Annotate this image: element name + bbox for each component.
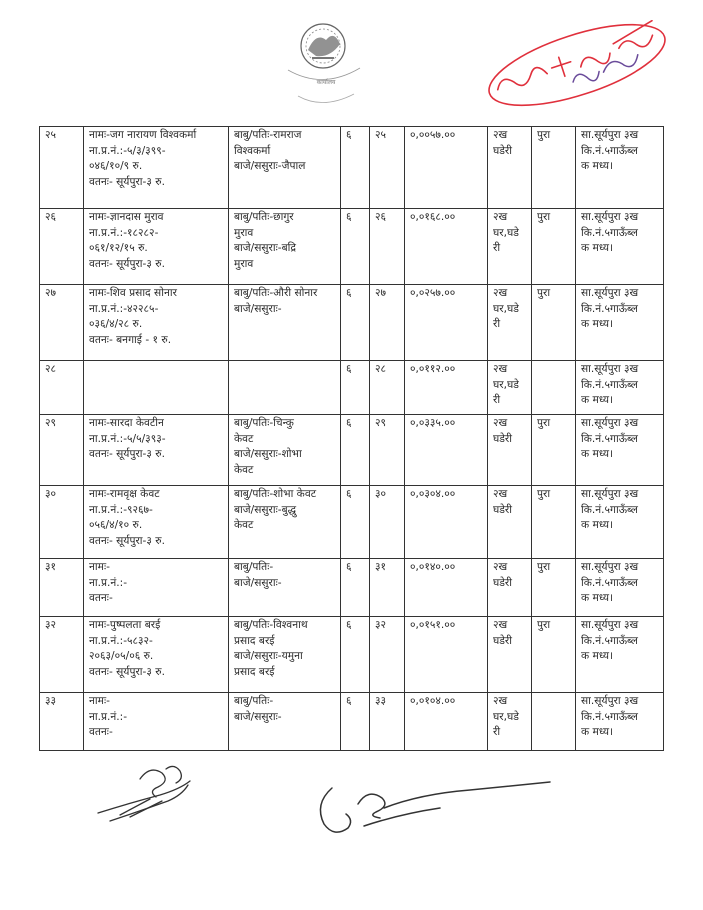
owner-details-line: वतनः- xyxy=(89,726,113,739)
relation-details-line: बाजे/ससुराः- xyxy=(234,710,282,723)
owner-details-line: वतनः- सूर्यपुरा-३ रु. xyxy=(89,665,165,678)
location-line: सा.सूर्यपुरा ३ख xyxy=(581,211,639,223)
sheet-number-cell: ६ xyxy=(341,559,370,617)
location-line: कि.नं.५गाऊँब्ल xyxy=(581,432,638,445)
relation-details-cell xyxy=(229,361,341,415)
owner-details-line: नामः-ज्ञानदास मुराव xyxy=(89,211,164,223)
land-type-line: घर,घडे xyxy=(493,302,519,315)
location-line: क मध्य। xyxy=(581,318,613,331)
location-line: सा.सूर्यपुरा ३ख xyxy=(581,417,639,429)
location-line: कि.नं.५गाऊँब्ल xyxy=(581,378,638,391)
owner-details-line: ना.प्र.नं.:-४२२८५- xyxy=(89,302,159,315)
relation-details-line: बाबु/पतिः-शोभा केवट xyxy=(234,488,317,500)
owner-details-line: नामः-पुष्पलता बरई xyxy=(89,619,161,631)
relation-details-line: मुराव xyxy=(234,226,254,239)
owner-details-cell xyxy=(84,617,229,693)
land-type-line: घडेरी xyxy=(493,432,513,445)
relation-details-line: बाबु/पतिः-रामराज xyxy=(234,129,302,141)
table-row xyxy=(40,559,664,617)
land-type-cell xyxy=(488,486,532,559)
plot-number-cell: २५ xyxy=(370,127,405,209)
land-type-line: २ख xyxy=(493,129,508,141)
owner-details-line: ना.प्र.नं.:-५/३/३९९- xyxy=(89,144,166,157)
status-cell xyxy=(532,693,576,751)
serial-number-cell: २७ xyxy=(40,285,84,361)
plot-number-cell: २७ xyxy=(370,285,405,361)
serial-number-cell: २५ xyxy=(40,127,84,209)
sheet-number-cell: ६ xyxy=(341,617,370,693)
land-type-line: घर,घडे xyxy=(493,226,519,239)
location-line: कि.नं.५गाऊँब्ल xyxy=(581,226,638,239)
owner-details-line: ना.प्र.नं.:-९२६७- xyxy=(89,503,153,516)
status-cell: पुरा xyxy=(532,486,576,559)
land-type-line: री xyxy=(493,394,501,407)
area-cell: ०,०१५१.०० xyxy=(405,617,488,693)
relation-details-line: बाजे/ससुराः- xyxy=(234,576,282,589)
owner-details-line: नामः-सारदा केवटीन xyxy=(89,417,164,429)
location-cell xyxy=(576,361,664,415)
status-cell: पुरा xyxy=(532,415,576,486)
location-line: सा.सूर्यपुरा ३ख xyxy=(581,129,639,141)
land-type-line: २ख xyxy=(493,417,508,429)
plot-number-cell: ३३ xyxy=(370,693,405,751)
status-cell: पुरा xyxy=(532,617,576,693)
relation-details-line: बाजे/ससुराः-यमुना xyxy=(234,650,303,663)
serial-number-cell: ३० xyxy=(40,486,84,559)
owner-details-line: ना.प्र.नं.:- xyxy=(89,710,128,723)
owner-details-line: ०४६/१०/९ रु. xyxy=(89,160,143,173)
land-type-line: २ख xyxy=(493,211,508,223)
relation-details-line: बाजे/ससुराः-जैपाल xyxy=(234,160,306,173)
serial-number-cell: २८ xyxy=(40,361,84,415)
area-cell: ०,०१०४.०० xyxy=(405,693,488,751)
location-cell xyxy=(576,285,664,361)
location-line: क मध्य। xyxy=(581,448,613,461)
location-line: सा.सूर्यपुरा ३ख xyxy=(581,561,639,573)
sheet-number-cell: ६ xyxy=(341,486,370,559)
location-cell xyxy=(576,486,664,559)
location-line: क मध्य। xyxy=(581,650,613,663)
sheet-number-cell: ६ xyxy=(341,127,370,209)
location-line: कि.नं.५गाऊँब्ल xyxy=(581,710,638,723)
sheet-number-cell: ६ xyxy=(341,285,370,361)
owner-details-line: वतनः- xyxy=(89,592,113,605)
location-line: क मध्य। xyxy=(581,519,613,532)
land-type-line: री xyxy=(493,318,501,331)
relation-details-cell xyxy=(229,285,341,361)
serial-number-cell: ३३ xyxy=(40,693,84,751)
land-register-table xyxy=(39,126,664,751)
relation-details-line: बाबु/पतिः-विश्वनाथ xyxy=(234,619,308,631)
relation-details-line: बाजे/ससुराः-शोभा xyxy=(234,448,302,461)
table-row xyxy=(40,285,664,361)
status-cell xyxy=(532,361,576,415)
relation-details-cell xyxy=(229,415,341,486)
area-cell: ०,०३०४.०० xyxy=(405,486,488,559)
relation-details-line: केवट xyxy=(234,519,254,532)
relation-details-line: बाबु/पतिः-छागुर xyxy=(234,211,294,223)
land-type-line: घर,घडे xyxy=(493,710,519,723)
land-type-line: घडेरी xyxy=(493,576,513,589)
serial-number-cell: २९ xyxy=(40,415,84,486)
land-type-cell xyxy=(488,361,532,415)
location-line: कि.नं.५गाऊँब्ल xyxy=(581,302,638,315)
relation-details-cell xyxy=(229,127,341,209)
owner-details-line: ना.प्र.नं.:-५८३२- xyxy=(89,634,153,647)
owner-details-cell xyxy=(84,486,229,559)
signature-left xyxy=(90,755,200,835)
land-type-cell xyxy=(488,285,532,361)
table-row xyxy=(40,693,664,751)
plot-number-cell: ३२ xyxy=(370,617,405,693)
location-line: क मध्य। xyxy=(581,394,613,407)
location-cell xyxy=(576,209,664,285)
owner-details-cell xyxy=(84,415,229,486)
table-row xyxy=(40,209,664,285)
location-line: क मध्य। xyxy=(581,726,613,739)
owner-details-line: वतनः- सूर्यपुरा-३ रु. xyxy=(89,175,165,188)
area-cell: ०,०१६८.०० xyxy=(405,209,488,285)
land-type-cell xyxy=(488,617,532,693)
land-type-line: री xyxy=(493,726,501,739)
area-cell: ०,०२५७.०० xyxy=(405,285,488,361)
serial-number-cell: ३२ xyxy=(40,617,84,693)
relation-details-line: बाबु/पतिः-चिन्कु xyxy=(234,417,294,429)
owner-details-cell xyxy=(84,361,229,415)
location-cell xyxy=(576,559,664,617)
location-cell xyxy=(576,617,664,693)
relation-details-line: केवट xyxy=(234,463,254,476)
land-type-line: २ख xyxy=(493,488,508,500)
table-row xyxy=(40,361,664,415)
relation-details-line: बाजे/ससुराः- xyxy=(234,302,282,315)
owner-details-line: नामः-शिव प्रसाद सोनार xyxy=(89,287,177,299)
relation-details-line: बाबु/पतिः-औरी सोनार xyxy=(234,287,318,299)
relation-details-cell xyxy=(229,693,341,751)
table-row xyxy=(40,127,664,209)
owner-details-line: ना.प्र.नं.:- xyxy=(89,576,128,589)
owner-details-line: ०३६/४/२८ रु. xyxy=(89,318,143,331)
relation-details-line: केवट xyxy=(234,432,254,445)
owner-details-line: ना.प्र.नं.:-१८२८२- xyxy=(89,226,159,239)
serial-number-cell: २६ xyxy=(40,209,84,285)
table-row xyxy=(40,617,664,693)
land-type-line: घर,घडे xyxy=(493,378,519,391)
owner-details-line: नामः- xyxy=(89,695,110,707)
owner-details-line: नामः- xyxy=(89,561,110,573)
land-type-line: २ख xyxy=(493,363,508,375)
relation-details-line: बाजे/ससुराः-बद्रि xyxy=(234,242,297,255)
government-seal-icon xyxy=(268,14,378,114)
owner-details-line: ०६१/१२/१५ रु. xyxy=(89,242,148,255)
area-cell: ०,०१४०.०० xyxy=(405,559,488,617)
location-line: सा.सूर्यपुरा ३ख xyxy=(581,695,639,707)
land-type-cell xyxy=(488,415,532,486)
land-type-cell xyxy=(488,127,532,209)
relation-details-line: प्रसाद बरई xyxy=(234,634,275,647)
land-type-line: २ख xyxy=(493,619,508,631)
owner-details-cell xyxy=(84,693,229,751)
plot-number-cell: ३१ xyxy=(370,559,405,617)
owner-details-cell xyxy=(84,127,229,209)
relation-details-line: बाजे/ससुराः-बुद्धु xyxy=(234,503,297,516)
owner-details-line: वतनः- सूर्यपुरा-३ रु. xyxy=(89,257,165,270)
relation-details-cell xyxy=(229,617,341,693)
status-cell: पुरा xyxy=(532,559,576,617)
location-line: कि.नं.५गाऊँब्ल xyxy=(581,634,638,647)
land-type-line: री xyxy=(493,242,501,255)
land-type-cell xyxy=(488,693,532,751)
relation-details-line: मुराव xyxy=(234,257,254,270)
relation-details-line: बाबु/पतिः- xyxy=(234,561,274,573)
land-type-line: २ख xyxy=(493,695,508,707)
owner-details-line: वतनः- बनगाई - १ रु. xyxy=(89,333,172,346)
svg-text:कार्यालय: कार्यालय xyxy=(316,79,336,86)
plot-number-cell: २६ xyxy=(370,209,405,285)
relation-details-line: प्रसाद बरई xyxy=(234,665,275,678)
location-cell xyxy=(576,415,664,486)
owner-details-line: वतनः- सूर्यपुरा-३ रु. xyxy=(89,448,165,461)
sheet-number-cell: ६ xyxy=(341,209,370,285)
owner-details-cell xyxy=(84,559,229,617)
owner-details-line: ०५६/४/१० रु. xyxy=(89,519,143,532)
land-type-line: घडेरी xyxy=(493,144,513,157)
owner-details-cell xyxy=(84,285,229,361)
owner-details-line: वतनः- सूर्यपुरा-३ रु. xyxy=(89,534,165,547)
land-type-line: २ख xyxy=(493,287,508,299)
location-line: सा.सूर्यपुरा ३ख xyxy=(581,619,639,631)
plot-number-cell: ३० xyxy=(370,486,405,559)
location-cell xyxy=(576,693,664,751)
location-line: कि.नं.५गाऊँब्ल xyxy=(581,503,638,516)
status-cell: पुरा xyxy=(532,127,576,209)
area-cell: ०,०३३५.०० xyxy=(405,415,488,486)
plot-number-cell: २८ xyxy=(370,361,405,415)
area-cell: ०,००५७.०० xyxy=(405,127,488,209)
office-stamp xyxy=(472,20,682,110)
location-line: क मध्य। xyxy=(581,592,613,605)
signature-right xyxy=(310,768,560,848)
location-line: कि.नं.५गाऊँब्ल xyxy=(581,576,638,589)
relation-details-cell xyxy=(229,486,341,559)
sheet-number-cell: ६ xyxy=(341,415,370,486)
plot-number-cell: २९ xyxy=(370,415,405,486)
area-cell: ०,०११२.०० xyxy=(405,361,488,415)
location-line: कि.नं.५गाऊँब्ल xyxy=(581,144,638,157)
owner-details-line: नामः-रामवृक्ष केवट xyxy=(89,488,160,500)
location-line: सा.सूर्यपुरा ३ख xyxy=(581,363,639,375)
location-line: सा.सूर्यपुरा ३ख xyxy=(581,287,639,299)
location-line: क मध्य। xyxy=(581,160,613,173)
location-line: सा.सूर्यपुरा ३ख xyxy=(581,488,639,500)
table-row xyxy=(40,486,664,559)
location-cell xyxy=(576,127,664,209)
land-type-cell xyxy=(488,559,532,617)
land-type-line: घडेरी xyxy=(493,503,513,516)
owner-details-line: ना.प्र.नं.:-५/५/३९३- xyxy=(89,432,166,445)
table-row xyxy=(40,415,664,486)
sheet-number-cell: ६ xyxy=(341,693,370,751)
sheet-number-cell: ६ xyxy=(341,361,370,415)
relation-details-line: विश्वकर्मा xyxy=(234,144,271,157)
land-type-line: २ख xyxy=(493,561,508,573)
status-cell: पुरा xyxy=(532,285,576,361)
relation-details-cell xyxy=(229,559,341,617)
status-cell: पुरा xyxy=(532,209,576,285)
owner-details-line: २०६३/०५/०६ रु. xyxy=(89,650,154,663)
owner-details-line: नामः-जग नारायण विश्वकर्मा xyxy=(89,129,197,141)
owner-details-cell xyxy=(84,209,229,285)
relation-details-line: बाबु/पतिः- xyxy=(234,695,274,707)
location-line: क मध्य। xyxy=(581,242,613,255)
land-type-cell xyxy=(488,209,532,285)
land-type-line: घडेरी xyxy=(493,634,513,647)
serial-number-cell: ३१ xyxy=(40,559,84,617)
relation-details-cell xyxy=(229,209,341,285)
